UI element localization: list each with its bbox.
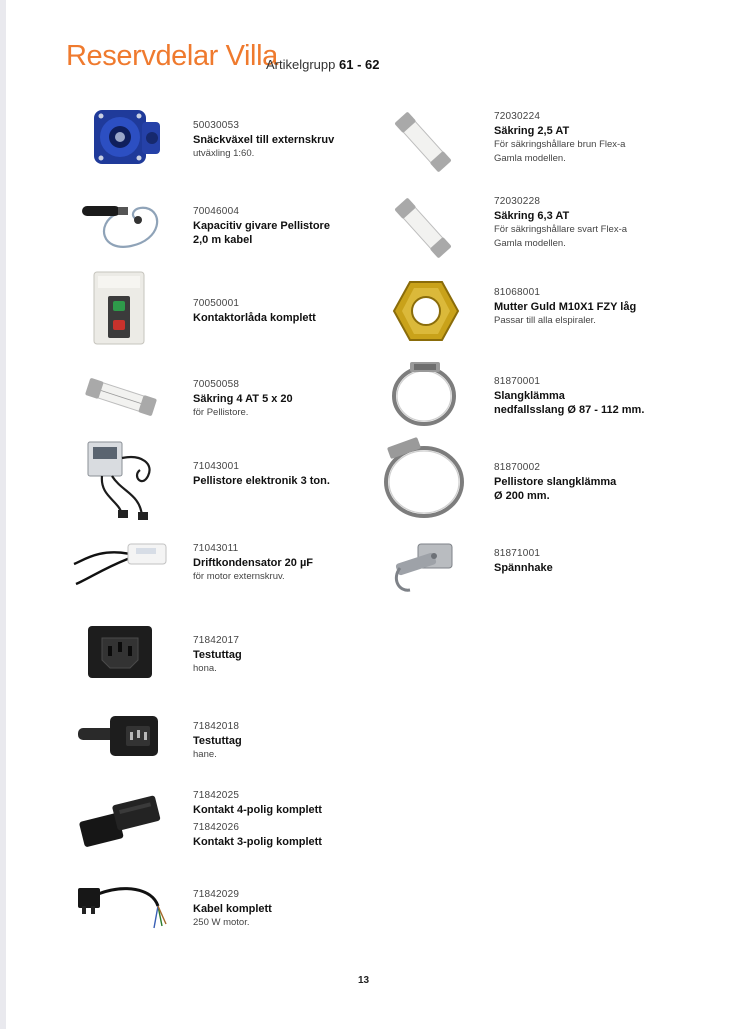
article-desc: För säkringshållare brun Flex-a — [494, 139, 626, 150]
page-number: 13 — [358, 975, 370, 986]
article-code: 70046004 — [193, 206, 240, 217]
article-name: Testuttag — [193, 649, 242, 661]
list-item — [193, 542, 313, 584]
article-code: 71043011 — [193, 543, 239, 554]
list-item — [193, 205, 330, 247]
list-item — [193, 460, 330, 488]
article-desc: hane. — [193, 749, 217, 760]
article-code: 81068001 — [494, 287, 541, 298]
cable-icon — [74, 880, 170, 934]
fuse-icon — [78, 372, 164, 422]
list-item — [193, 720, 242, 762]
article-desc: För säkringshållare svart Flex-a — [494, 224, 628, 235]
gearbox-icon — [88, 100, 166, 178]
article-code: 71842029 — [193, 889, 240, 900]
article-name: Säkring 2,5 AT — [494, 125, 570, 137]
article-code: 71842025 — [193, 790, 240, 801]
article-code: 70050058 — [193, 379, 240, 390]
article-code: 81871001 — [494, 548, 541, 559]
article-name: Kontakt 4-polig komplett — [193, 804, 322, 816]
article-name: Driftkondensator 20 µF — [193, 557, 314, 569]
article-code-2: 71842026 — [193, 822, 240, 833]
article-name-line2: nedfallsslang Ø 87 - 112 mm. — [494, 404, 645, 416]
article-name: Kabel komplett — [193, 903, 272, 915]
list-item — [193, 119, 334, 161]
hex-nut-icon — [392, 278, 460, 344]
article-desc-line2: Gamla modellen. — [494, 238, 566, 249]
list-item — [494, 375, 644, 417]
capacitor-icon — [70, 534, 174, 594]
article-desc: 250 W motor. — [193, 917, 250, 928]
article-desc: för motor externskruv. — [193, 571, 285, 582]
contactor-box-icon — [88, 268, 150, 348]
article-group-value: 61 - 62 — [339, 57, 380, 72]
article-name-2: Kontakt 3-polig komplett — [193, 836, 322, 848]
article-name: Spännhake — [494, 562, 553, 574]
article-desc: Passar till alla elspiraler. — [494, 315, 596, 326]
article-name: Mutter Guld M10X1 FZY låg — [494, 301, 637, 313]
page-edge — [0, 0, 6, 1029]
article-name: Kapacitiv givare Pellistore — [193, 220, 330, 232]
connector-icon — [76, 790, 166, 854]
list-item — [494, 461, 616, 503]
article-code: 81870001 — [494, 376, 541, 387]
article-code: 50030053 — [193, 120, 240, 131]
list-item — [193, 297, 316, 325]
page-title: Reservdelar Villa — [66, 40, 278, 72]
article-name: Pellistore elektronik 3 ton. — [193, 475, 330, 487]
article-group-label: Artikelgrupp — [266, 57, 336, 72]
article-code: 71842018 — [193, 721, 240, 732]
article-name: Säkring 4 AT 5 x 20 — [193, 393, 293, 405]
list-item — [494, 110, 625, 166]
article-name: Testuttag — [193, 735, 242, 747]
article-name: Snäckväxel till externskruv — [193, 134, 335, 146]
article-name: Slangklämma — [494, 390, 565, 402]
article-code: 71043001 — [193, 461, 240, 472]
article-name-line2: 2,0 m kabel — [193, 234, 253, 246]
article-code: 72030228 — [494, 196, 541, 207]
article-name: Kontaktorlåda komplett — [193, 312, 316, 324]
article-code: 81870002 — [494, 462, 541, 473]
list-item — [193, 378, 293, 420]
list-item — [494, 195, 627, 251]
article-desc: hona. — [193, 663, 217, 674]
article-name: Pellistore slangklämma — [494, 476, 617, 488]
sensor-cable-icon — [76, 194, 166, 254]
list-item — [193, 634, 242, 676]
article-code: 72030224 — [494, 111, 541, 122]
article-code: 71842017 — [193, 635, 240, 646]
fuse-icon — [390, 190, 456, 266]
hose-clamp-icon — [388, 358, 460, 428]
list-item — [494, 547, 553, 575]
fuse-icon — [390, 104, 456, 180]
list-item — [193, 789, 322, 849]
list-item — [494, 286, 636, 328]
article-desc-line2: Gamla modellen. — [494, 153, 566, 164]
electronics-unit-icon — [82, 436, 162, 524]
article-desc: utväxling 1:60. — [193, 148, 255, 159]
article-name: Säkring 6,3 AT — [494, 210, 570, 222]
list-item — [193, 888, 272, 930]
article-group — [266, 57, 379, 72]
hose-clamp-icon — [380, 436, 468, 522]
article-name-line2: Ø 200 mm. — [494, 490, 550, 502]
socket-female-icon — [84, 620, 156, 684]
toggle-latch-icon — [388, 534, 462, 600]
article-code: 70050001 — [193, 298, 240, 309]
article-desc: för Pellistore. — [193, 407, 249, 418]
plug-male-icon — [74, 706, 170, 766]
